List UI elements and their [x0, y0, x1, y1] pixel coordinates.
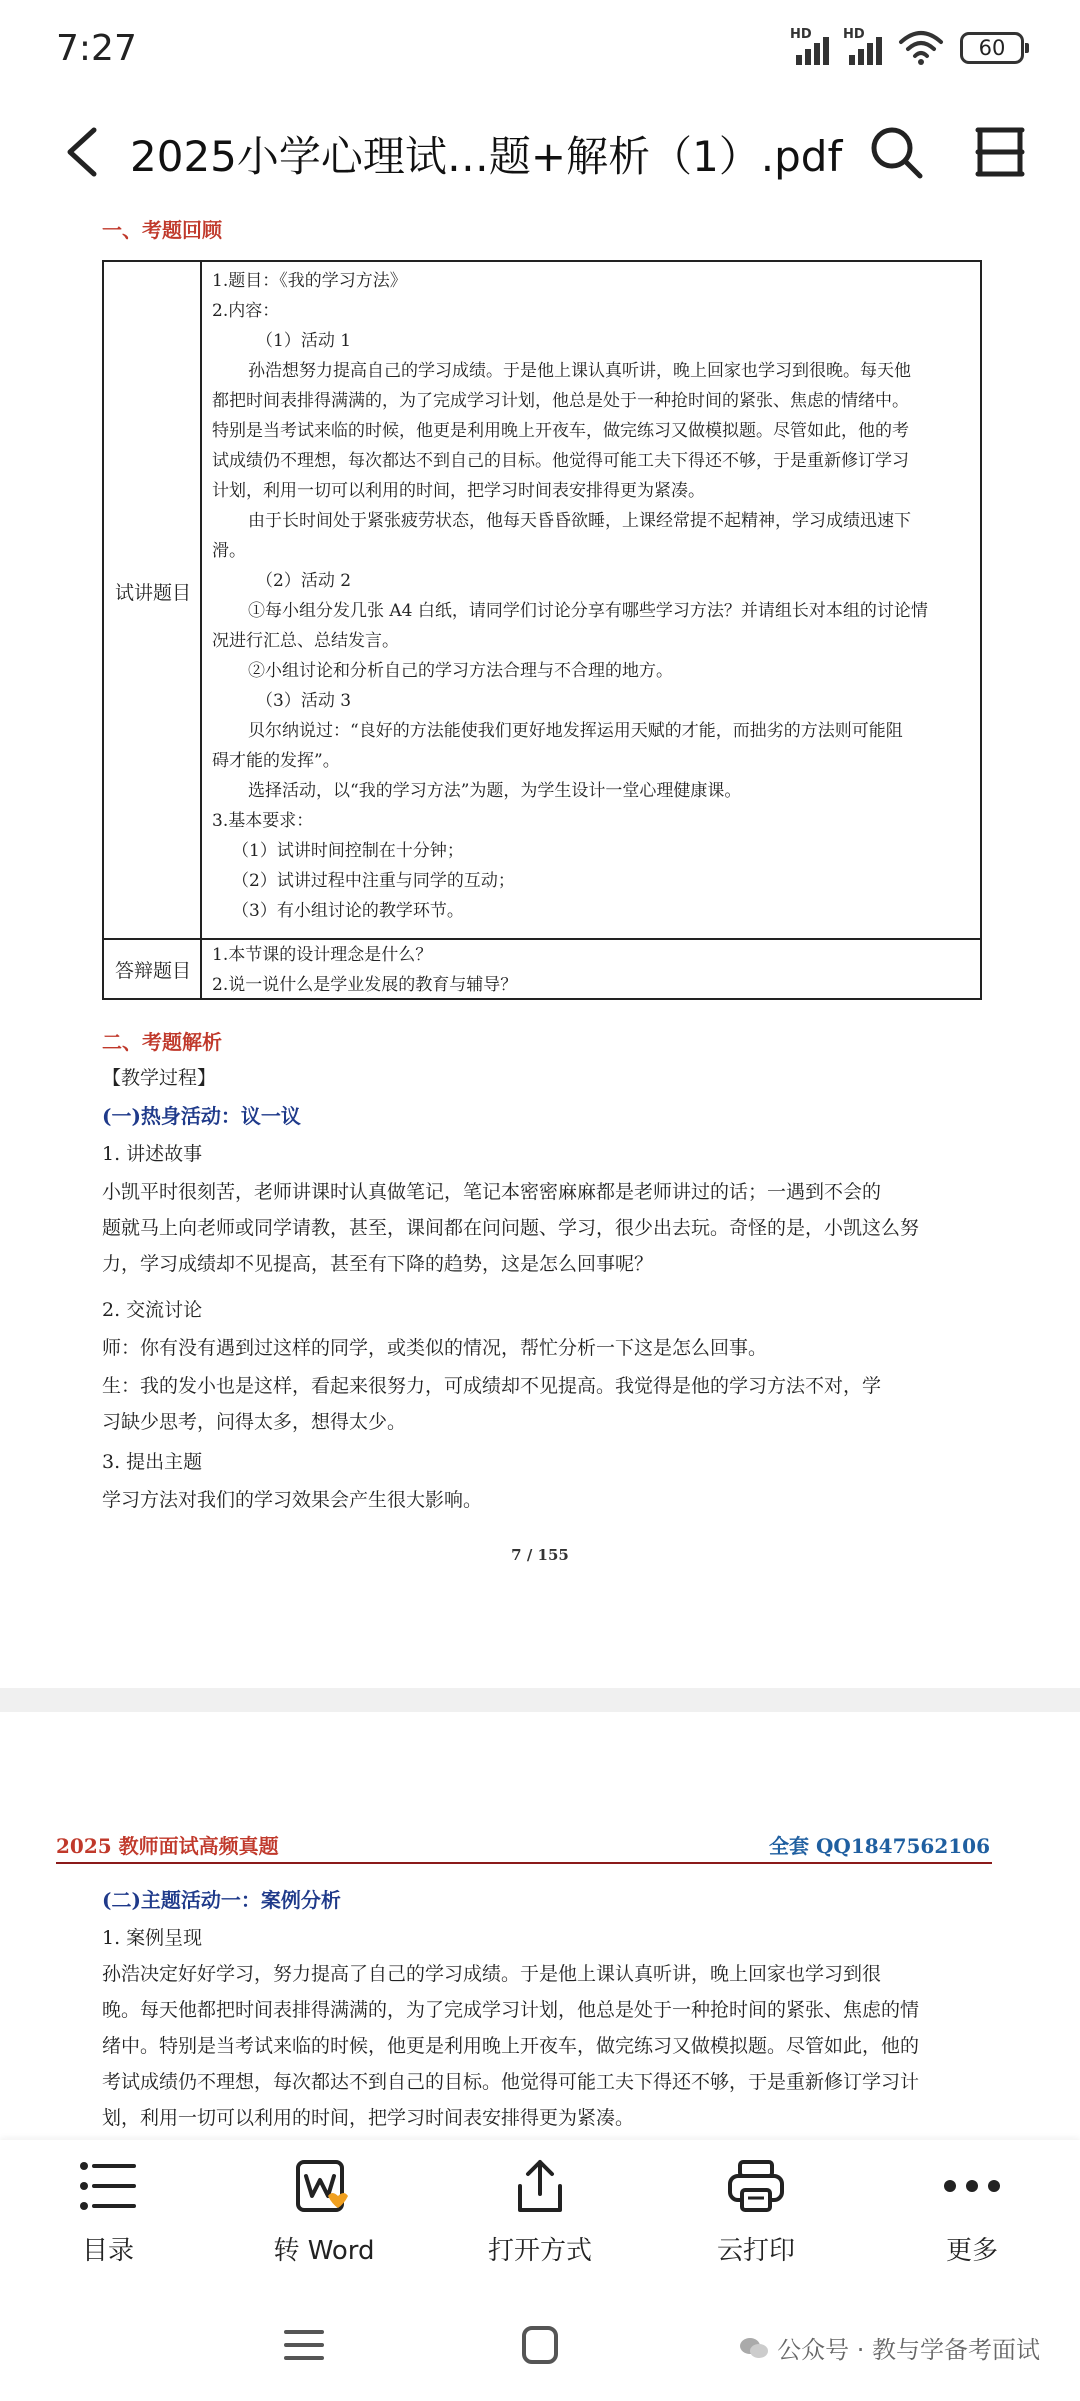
page-layout-button[interactable]: [972, 122, 1028, 182]
pdf-page-8: [0, 1712, 1080, 2140]
item-discussion: 2. 交流讨论: [102, 1299, 203, 1321]
more-icon: [942, 2158, 1002, 2214]
pdf-page-7: [0, 204, 1080, 1688]
table-label-lecture: 试讲题目: [114, 582, 191, 604]
more-button[interactable]: 更多: [892, 2158, 1052, 2267]
battery-icon: 60: [960, 32, 1024, 64]
document-title: 2025小学心理试…题+解析（1）.pdf: [130, 132, 843, 181]
signal-icon: HD: [792, 31, 829, 65]
printer-icon: [726, 2158, 786, 2214]
question-table: [102, 260, 982, 1000]
pdf-viewer[interactable]: [0, 204, 1080, 2140]
table-label-defense: 答辩题目: [114, 960, 191, 982]
header-divider: [56, 1862, 992, 1864]
item-theme: 3. 提出主题: [102, 1451, 203, 1473]
back-button[interactable]: [56, 122, 112, 182]
app-header: [0, 100, 1080, 204]
convert-word-button[interactable]: 转 Word: [244, 2158, 404, 2267]
list-icon: [78, 2158, 138, 2214]
case-paragraph: 孙浩决定好好学习，努力提高了自己的学习成绩。于是他上课认真听讲，晚上回家也学习到很 晚。每天他都把时间表排得满满的，为了完成学习计划，他总是处于一种抢时间的紧张、焦虑的情 绪中。特别是当考试来临的时候，他更是利用晚上开夜车，做完练习又做模拟题。尽管如此，他的 考试成绩仍不理想，每次都达不到自己的目标。他觉得可能工夫下得还不够，于是重新修订学习计 划，利用一切可以利用的时间，把学习时间表安排得更为紧凑。: [102, 1963, 920, 2129]
status-bar: [0, 0, 1080, 100]
watermark: 公众号 · 教与学备考面试: [739, 2330, 1040, 2365]
share-icon: [510, 2158, 570, 2214]
table-row-defense: [104, 938, 980, 1000]
story-paragraph: 小凯平时很刻苦，老师讲课时认真做笔记，笔记本密密麻麻都是老师讲过的话；一遇到不会的 题就马上向老师或同学请教，甚至，课间都在问问题、学习，很少出去玩。奇怪的是，小凯这么努 力，学习成绩却不见提高，甚至有下降的趋势，这是怎么回事呢？: [102, 1181, 920, 1275]
open-with-button[interactable]: 打开方式: [460, 2158, 620, 2267]
home-button[interactable]: [510, 2320, 570, 2370]
page-header-right: 全套 QQ1847562106: [769, 1834, 990, 1858]
warmup-heading: (一)热身活动：议一议: [102, 1104, 301, 1128]
teaching-process-label: 【教学过程】: [102, 1067, 217, 1089]
case-heading: (二)主题活动一：案例分析: [102, 1888, 341, 1912]
word-icon: [294, 2158, 354, 2214]
system-nav-bar: [0, 2290, 1080, 2401]
search-button[interactable]: [866, 122, 926, 182]
theme-line: 学习方法对我们的学习效果会产生很大影响。: [102, 1489, 483, 1511]
table-lecture-content: 1.题目：《我的学习方法》 2.内容： （1）活动 1 孙浩想努力提高自己的学习成绩。于是他上课认真听讲，晚上回家也学习到很晚。每天他 都把时间表排得满满的，为了完成学习计划，他总是处于一种抢时间的紧张、焦虑的情绪中。 特别是当考试来临的时候，他更是利用晚上开夜车，做完练习又做模拟题。尽管如此，他的考 试成绩仍不理想，每次都达不到自己的目标。他觉得可能工夫下得还不够，于是重新修订学习 计划，利用一切可以利用的时间，把学习时间表安排得更为紧凑。 由于长时间处于紧张疲劳状态，他每天昏昏欲睡，上课经常提不起精神，学习成绩迅速下 滑。 （2）活动 2 ①每小组分发几张 A4 白纸，请同学们讨论分享有哪些学习方法？并请组长对本组的讨论情 况进行汇总、总结发言。 ②小组讨论和分析自己的学习方法合理与不合理的地方。 （3）活动 3 贝尔纳说过：“良好的方法能使我们更好地发挥运用天赋的才能，而拙劣的方法则可能阻 碍才能的发挥”。 选择活动，以“我的学习方法”为题，为学生设计一堂心理健康课。 3.基本要求： （1）试讲时间控制在十分钟； （2）试讲过程中注重与同学的互动； （3）有小组讨论的教学环节。: [212, 271, 928, 921]
wechat-icon: [739, 2335, 769, 2361]
item-case: 1. 案例呈现: [102, 1927, 203, 1949]
teacher-line: 师：你有没有遇到过这样的同学，或类似的情况，帮忙分析一下这是怎么回事。: [102, 1337, 768, 1359]
page-header-left: 2025 教师面试高频真题: [56, 1834, 279, 1858]
page-number: 7 / 155: [511, 1546, 569, 1564]
student-paragraph: 生：我的发小也是这样，看起来很努力，可成绩却不见提高。我觉得是他的学习方法不对，学 习缺少思考，问得太多，想得太少。: [102, 1375, 882, 1433]
status-time: 7:27: [56, 28, 137, 69]
section-heading-analysis: 二、考题解析: [102, 1030, 222, 1054]
toc-button[interactable]: 目录: [28, 2158, 188, 2267]
wifi-icon: [898, 30, 944, 66]
bottom-toolbar: [0, 2140, 1080, 2290]
cloud-print-button[interactable]: 云打印: [676, 2158, 836, 2267]
signal-icon-2: HD: [845, 31, 882, 65]
section-heading-review: 一、考题回顾: [102, 218, 222, 242]
recent-apps-button[interactable]: [274, 2320, 334, 2370]
item-tell-story: 1. 讲述故事: [102, 1143, 203, 1165]
status-icons: [790, 27, 1024, 66]
table-defense-content: 1.本节课的设计理念是什么？ 2.说一说什么是学业发展的教育与辅导？: [212, 945, 518, 995]
